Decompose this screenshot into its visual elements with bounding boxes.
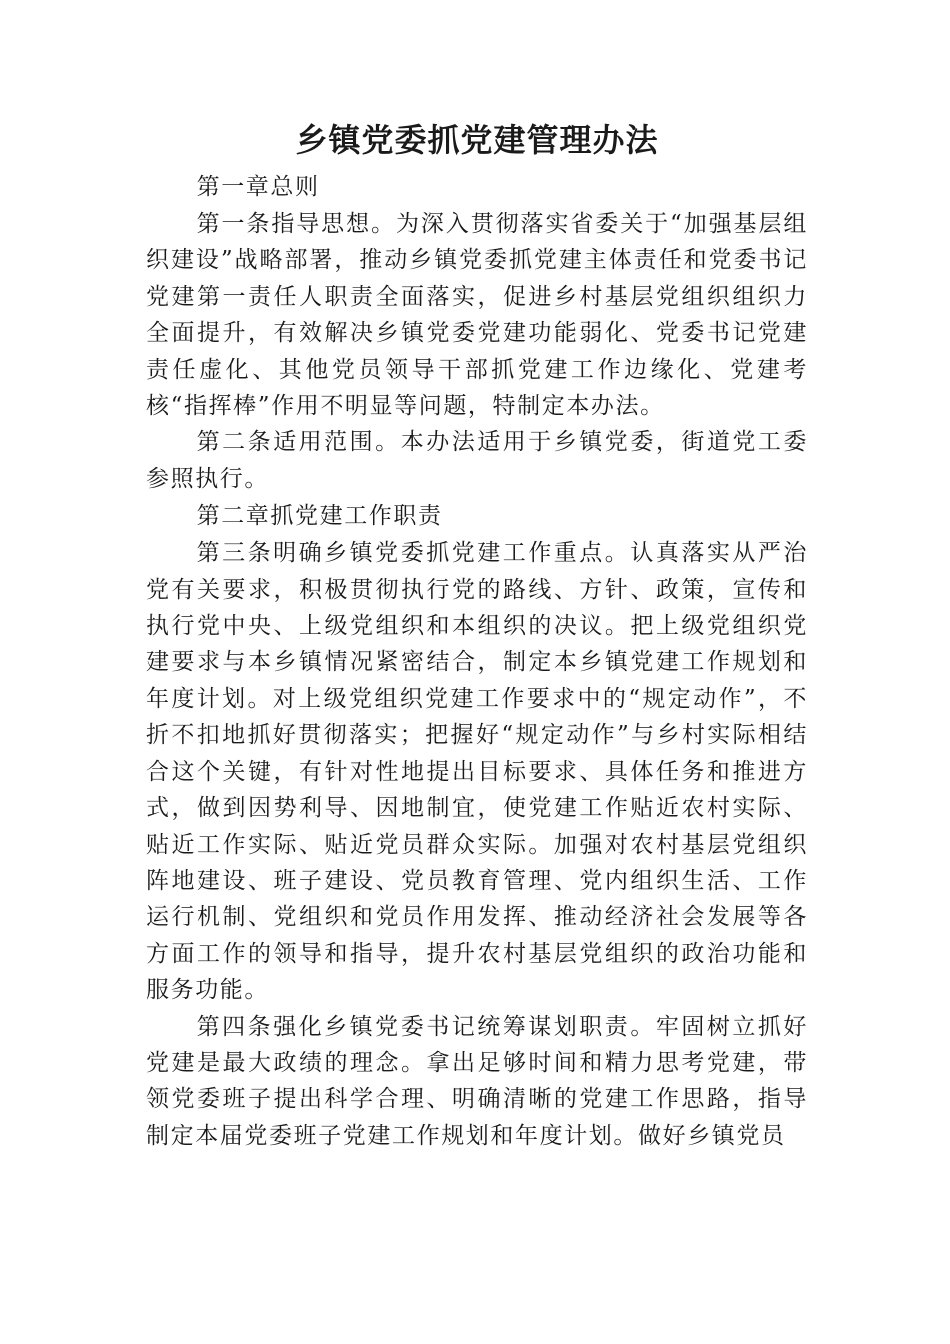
article-paragraph: 第二条适用范围。本办法适用于乡镇党委，街道党工委参照执行。 (146, 429, 808, 492)
article-paragraph: 第四条强化乡镇党委书记统筹谋划职责。牢固树立抓好党建是最大政绩的理念。拿出足够时间和精力思考党建，带领党委班子提出科学合理、明确清晰的党建工作思路，指导制定本届党委班子党建工作规划和年度计划。做好乡镇党员 (146, 1013, 808, 1149)
chapter-heading: 第一章总则 (196, 174, 320, 200)
document-page (146, 112, 808, 1154)
article-paragraph: 第三条明确乡镇党委抓党建工作重点。认真落实从严治党有关要求，积极贯彻执行党的路线、方针、政策，宣传和执行党中央、上级党组织和本组织的决议。把上级党组织党建要求与本乡镇情况紧密结合，制定本乡镇党建工作规划和年度计划。对上级党组织党建工作要求中的“规定动作”，不折不扣地抓好贯彻落实；把握好“规定动作”与乡村实际相结合这个关键，有针对性地提出目标要求、具体任务和推进方式，做到因势利导、因地制宜，使党建工作贴近农村实际、贴近工作实际、贴近党员群众实际。加强对农村基层党组织阵地建设、班子建设、党员教育管理、党内组织生活、工作运行机制、党组织和党员作用发挥、推动经济社会发展等各方面工作的领导和指导，提升农村基层党组织的政治功能和服务功能。 (146, 540, 808, 1004)
document-body (146, 168, 808, 1154)
chapter-heading: 第二章抓党建工作职责 (196, 503, 443, 530)
article-paragraph: 第一条指导思想。为深入贯彻落实省委关于“加强基层组织建设”战略部署，推动乡镇党委抓党建主体责任和党委书记党建第一责任人职责全面落实，促进乡村基层党组织组织力全面提升，有效解决乡镇党委党建功能弱化、党委书记党建责任虚化、其他党员领导干部抓党建工作边缘化、党建考核“指挥棒”作用不明显等问题，特制定本办法。 (146, 211, 808, 420)
document-title: 乡镇党委抓党建管理办法 (295, 121, 659, 159)
